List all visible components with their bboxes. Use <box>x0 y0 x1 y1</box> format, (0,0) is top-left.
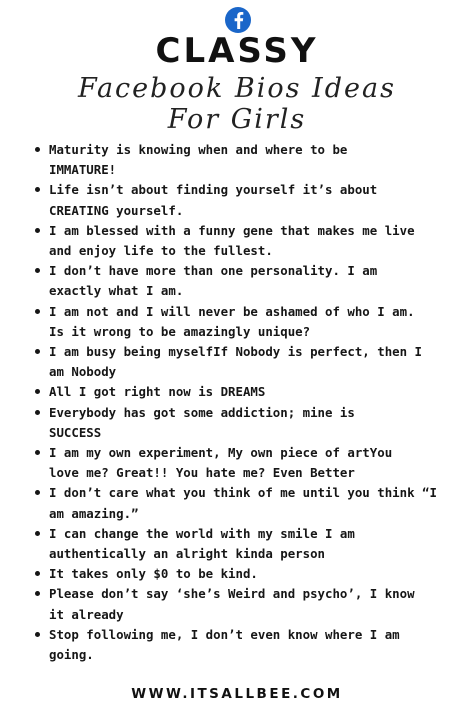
bio-item <box>34 221 439 261</box>
bio-item <box>34 443 439 483</box>
bullet-icon <box>35 187 40 192</box>
bio-item <box>34 382 439 402</box>
bullet-icon <box>35 450 40 455</box>
bio-text: Please don’t say ‘she’s Weird and psycho’, I know it already <box>49 586 415 622</box>
subtitle-line-2: For Girls <box>167 104 307 135</box>
bio-list <box>34 140 439 665</box>
bullet-icon <box>35 268 40 273</box>
website-footer: WWW.ITSALLBEE.COM <box>131 686 343 702</box>
bio-item <box>34 180 439 220</box>
bullet-icon <box>35 490 40 495</box>
bio-item <box>34 564 439 584</box>
bio-item <box>34 140 439 180</box>
bio-item <box>34 261 439 301</box>
bullet-icon <box>35 410 40 415</box>
bio-text: I am busy being myselfIf Nobody is perfect, then I am Nobody <box>49 344 422 380</box>
bio-text: Maturity is knowing when and where to be IMMATURE! <box>49 142 348 178</box>
bio-text: Everybody has got some addiction; mine is SUCCESS <box>49 404 355 440</box>
bio-item <box>34 625 439 665</box>
bullet-icon <box>35 591 40 596</box>
bio-text: Life isn’t about finding yourself it’s about CREATING yourself. <box>49 182 378 218</box>
bio-text: I can change the world with my smile I am authentically an alright kinda person <box>49 525 355 562</box>
bullet-icon <box>35 632 40 637</box>
bullet-icon <box>35 147 40 152</box>
bio-text: I am blessed with a funny gene that makes me live and enjoy life to the fullest. <box>49 222 415 259</box>
bullet-icon <box>35 349 40 354</box>
bullet-icon <box>35 389 40 394</box>
bio-item <box>34 584 439 624</box>
facebook-f-glyph <box>231 11 245 29</box>
bullet-icon <box>35 309 40 314</box>
subtitle-line-1: Facebook Bios Ideas <box>78 73 396 104</box>
bio-item <box>34 524 439 564</box>
bio-text: Stop following me, I don’t even know where I am going. <box>49 626 400 663</box>
bio-item <box>34 342 439 382</box>
bio-text: I don’t care what you think of me until you think “I am amazing.” <box>49 485 437 521</box>
bullet-icon <box>35 228 40 233</box>
bio-text: I am not and I will never be ashamed of who I am. Is it wrong to be amazingly unique? <box>49 303 415 339</box>
bio-text: It takes only $0 to be kind. <box>49 566 258 582</box>
bio-text: I am my own experiment, My own piece of artYou love me? Great!! You hate me? Even Better <box>49 445 393 481</box>
bio-item <box>34 302 439 342</box>
bio-item <box>34 403 439 443</box>
bullet-icon <box>35 531 40 536</box>
bio-item <box>34 483 439 523</box>
bullet-icon <box>35 571 40 576</box>
facebook-icon <box>225 7 251 33</box>
bio-text: All I got right now is DREAMS <box>49 384 266 400</box>
bio-text: I don’t have more than one personality. I am exactly what I am. <box>49 263 378 299</box>
page-title: CLASSY <box>155 31 319 71</box>
